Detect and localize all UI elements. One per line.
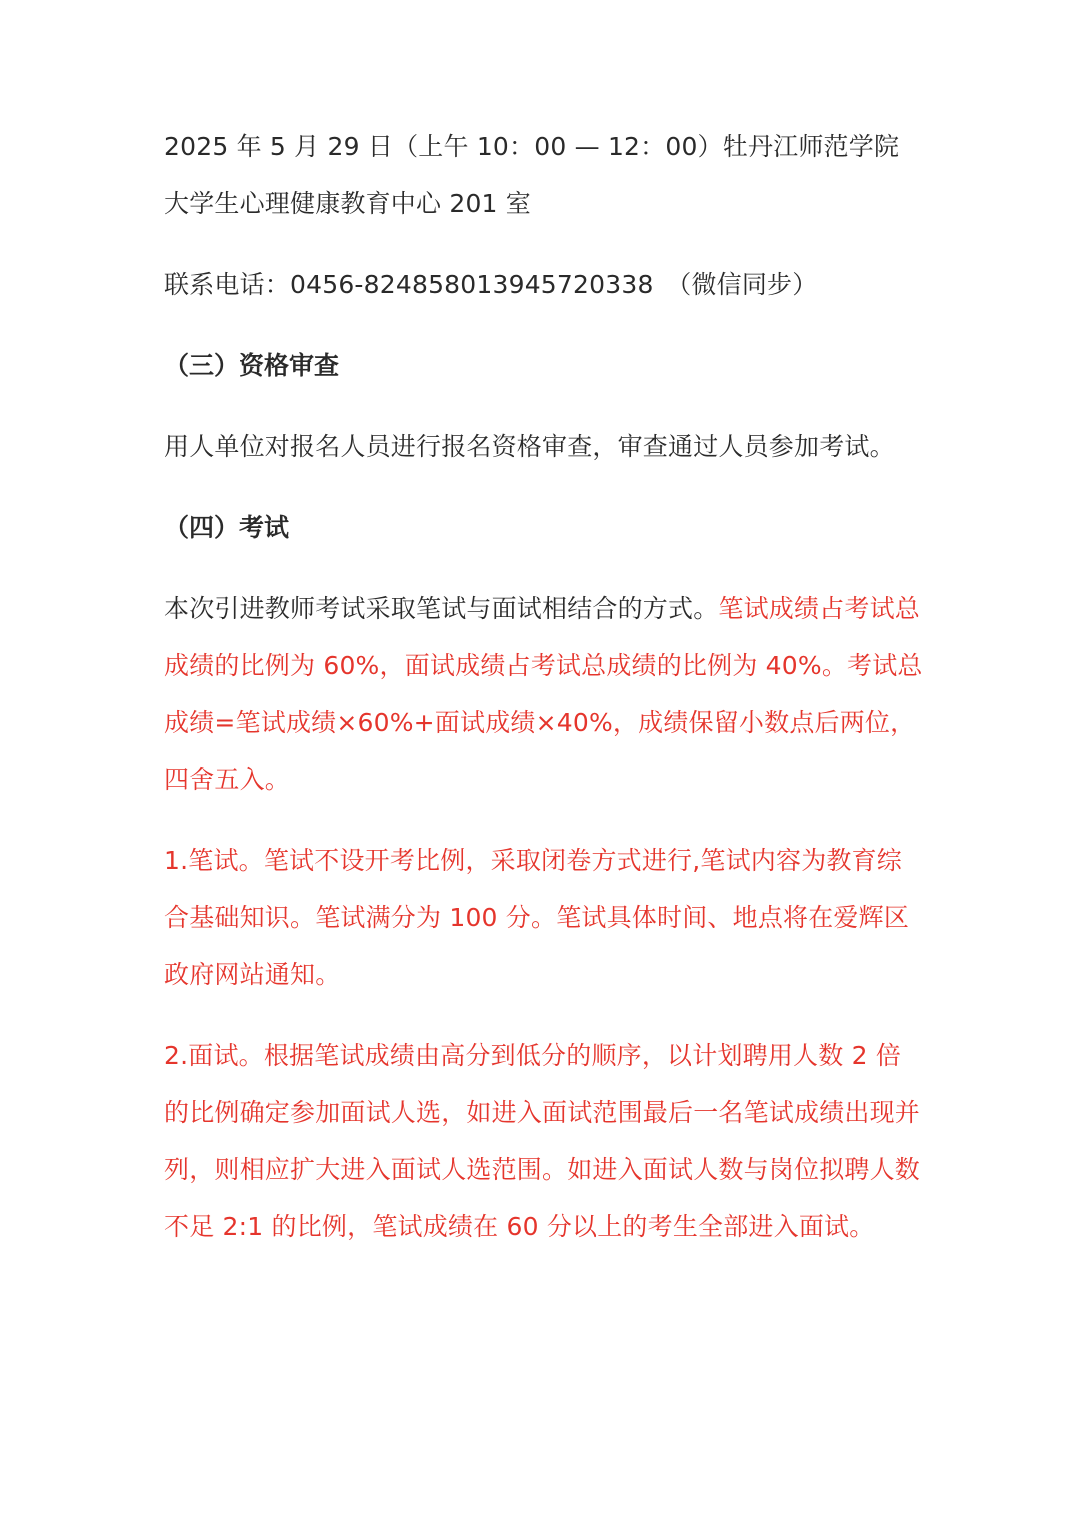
section3-heading: （三）资格审查 [164,351,340,380]
section4-exam-paragraph [164,580,924,808]
contact-paragraph: 联系电话：0456-824858013945720338 （微信同步） [164,270,818,299]
written-exam-paragraph: 1.笔试。笔试不设开考比例，采取闭卷方式进行,笔试内容为教育综合基础知识。笔试满分为 100 分。笔试具体时间、地点将在爱辉区政府网站通知。 [164,846,910,989]
section3-body: 用人单位对报名人员进行报名资格审查，审查通过人员参加考试。 [164,432,895,461]
document-page [164,118,924,1255]
exam-weighting-text: 笔试成绩占考试总成绩的比例为 60%，面试成绩占考试总成绩的比例为 40%。考试总成绩=笔试成绩×60%+面试成绩×40%，成绩保留小数点后两位，四舍五入。 [164,594,923,794]
section4-heading: （四）考试 [164,513,290,542]
exam-intro-text: 本次引进教师考试采取笔试与面试相结合的方式。 [164,594,719,623]
venue-paragraph: 2025 年 5 月 29 日（上午 10：00 — 12：00）牡丹江师范学院大学生心理健康教育中心 201 室 [164,132,900,218]
interview-paragraph: 2.面试。根据笔试成绩由高分到低分的顺序，以计划聘用人数 2 倍的比例确定参加面试人选，如进入面试范围最后一名笔试成绩出现并列，则相应扩大进入面试人选范围。如进入面试人数与岗位拟聘人数不足 2:1 的比例，笔试成绩在 60 分以上的考生全部进入面试。 [164,1041,921,1241]
